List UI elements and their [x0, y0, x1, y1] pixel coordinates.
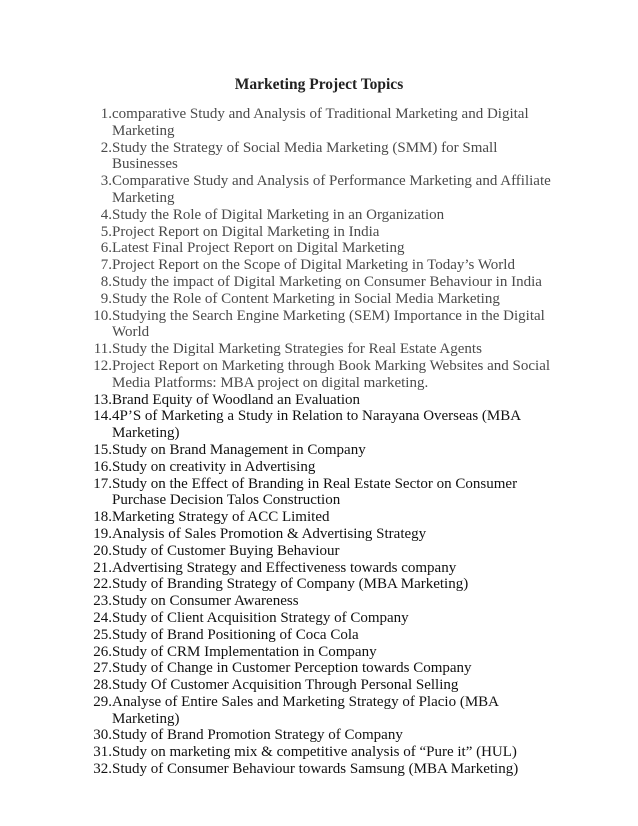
topic-text	[112, 291, 566, 308]
topic-number: 20.	[93, 542, 112, 559]
topic-number: 9.	[100, 290, 112, 307]
topic-item	[78, 459, 568, 476]
topic-number: 10.	[93, 307, 112, 324]
topic-item	[78, 744, 568, 761]
topic-number: 26.	[93, 643, 112, 660]
topic-item	[78, 392, 568, 409]
topic-text-line: Marketing Strategy of ACC Limited	[112, 509, 330, 526]
topic-text-line: Purchase Decision Talos Construction	[112, 492, 341, 509]
topic-text	[112, 358, 566, 392]
topic-text-line: Analysis of Sales Promotion & Advertising Strategy	[112, 525, 427, 542]
topic-item	[78, 593, 568, 610]
topic-number: 18.	[93, 509, 112, 526]
topic-text-line: Study of Change in Customer Perception towards Company	[112, 660, 472, 677]
topic-text-line: Studying the Search Engine Marketing (SEM) Importance in the Digital	[112, 307, 545, 324]
topic-text-line: Study of Branding Strategy of Company (MBA Marketing)	[112, 576, 469, 593]
topic-item	[78, 727, 568, 744]
topic-item	[78, 610, 568, 627]
topic-text	[112, 660, 566, 677]
topic-text-line: Study of Brand Promotion Strategy of Company	[112, 727, 403, 744]
topic-text-line: Study the Role of Digital Marketing in an Organization	[112, 206, 445, 223]
topic-text	[112, 526, 566, 543]
topic-number: 8.	[100, 273, 112, 290]
topic-text-line: Project Report on Marketing through Book Marking Websites and Social	[112, 357, 551, 374]
topic-number: 21.	[93, 559, 112, 576]
topic-text-line: Project Report on Digital Marketing in India	[112, 223, 380, 240]
topic-text	[112, 459, 566, 476]
topic-text	[112, 576, 566, 593]
topic-item	[78, 644, 568, 661]
topic-item	[78, 224, 568, 241]
topic-item	[78, 576, 568, 593]
topic-number: 1.	[100, 106, 112, 122]
topic-list	[78, 106, 568, 778]
topic-number: 3.	[100, 173, 112, 190]
topic-text	[112, 341, 566, 358]
topic-item	[78, 660, 568, 677]
topic-text	[112, 476, 566, 510]
topic-item	[78, 140, 568, 174]
topic-text	[112, 442, 566, 459]
topic-item	[78, 408, 568, 442]
topic-text-line: World	[112, 324, 150, 341]
topic-text-line: Study of Consumer Behaviour towards Samsung (MBA Marketing)	[112, 761, 519, 778]
topic-text-line: Advertising Strategy and Effectiveness towards company	[112, 559, 457, 576]
topic-text	[112, 257, 566, 274]
topic-text	[112, 207, 566, 224]
topic-text-line: comparative Study and Analysis of Traditional Marketing and Digital	[112, 106, 529, 122]
topic-item	[78, 543, 568, 560]
topic-number: 27.	[93, 660, 112, 677]
topic-number: 15.	[93, 441, 112, 458]
topic-text-line: Study of Brand Positioning of Coca Cola	[112, 626, 359, 643]
topic-item	[78, 509, 568, 526]
topic-item	[78, 291, 568, 308]
topic-text	[112, 560, 566, 577]
topic-text-line: Study on the Effect of Branding in Real Estate Sector on Consumer	[112, 475, 518, 492]
topic-text-line: Study of CRM Implementation in Company	[112, 643, 377, 660]
topic-item	[78, 106, 568, 140]
topic-text	[112, 509, 566, 526]
topic-text-line: Study of Client Acquisition Strategy of Company	[112, 609, 409, 626]
topic-item	[78, 761, 568, 778]
topic-text-line: Study the impact of Digital Marketing on Consumer Behaviour in India	[112, 273, 542, 290]
topic-number: 11.	[93, 341, 112, 358]
topic-number: 4.	[100, 206, 112, 223]
topic-text-line: Marketing	[112, 122, 175, 139]
topic-number: 23.	[93, 593, 112, 610]
page-title: Marketing Project Topics	[234, 76, 404, 93]
topic-item	[78, 442, 568, 459]
topic-text	[112, 727, 566, 744]
topic-number: 12.	[93, 357, 112, 374]
topic-number: 29.	[93, 693, 112, 710]
topic-text	[112, 173, 566, 207]
topic-item	[78, 207, 568, 224]
topic-item	[78, 677, 568, 694]
topic-item	[78, 526, 568, 543]
topic-text-line: Study the Role of Content Marketing in Social Media Marketing	[112, 290, 500, 307]
topic-text	[112, 408, 566, 442]
topic-text	[112, 308, 566, 342]
topic-text-line: Brand Equity of Woodland an Evaluation	[112, 391, 361, 408]
topic-number: 32.	[93, 761, 112, 778]
topic-item	[78, 274, 568, 291]
topic-text-line: Marketing	[112, 189, 175, 206]
topic-text	[112, 593, 566, 610]
topic-number: 6.	[100, 240, 112, 257]
topic-number: 19.	[93, 525, 112, 542]
topic-text-line: Marketing)	[112, 425, 180, 442]
topic-text-line: 4P’S of Marketing a Study in Relation to Narayana Overseas (MBA	[112, 408, 522, 425]
topic-text-line: Study Of Customer Acquisition Through Personal Selling	[112, 677, 459, 694]
topic-number: 17.	[93, 475, 112, 492]
topic-item	[78, 358, 568, 392]
topic-text	[112, 140, 566, 174]
topic-text	[112, 677, 566, 694]
topic-text-line: Analyse of Entire Sales and Marketing Strategy of Placio (MBA Marketing)	[112, 693, 499, 727]
topic-text	[112, 694, 566, 728]
topic-number: 13.	[93, 391, 112, 408]
topic-text-line: Project Report on the Scope of Digital Marketing in Today’s World	[112, 257, 515, 274]
topic-item	[78, 560, 568, 577]
topic-number: 5.	[100, 223, 112, 240]
topic-item	[78, 240, 568, 257]
topic-text	[112, 543, 566, 560]
topic-item	[78, 341, 568, 358]
topic-text-line: Study the Strategy of Social Media Marketing (SMM) for Small Businesses	[112, 139, 498, 173]
topic-text-line: Comparative Study and Analysis of Performance Marketing and Affiliate	[112, 173, 551, 190]
topic-item	[78, 476, 568, 510]
topic-number: 30.	[93, 727, 112, 744]
topic-item	[78, 694, 568, 728]
topic-number: 7.	[100, 257, 112, 274]
topic-text-line: Study of Customer Buying Behaviour	[112, 542, 340, 559]
topic-text-line: Study on marketing mix & competitive analysis of “Pure it” (HUL)	[112, 744, 517, 761]
topic-text	[112, 392, 566, 409]
topic-number: 16.	[93, 458, 112, 475]
topic-number: 14.	[93, 408, 112, 425]
topic-text-line: Study on Consumer Awareness	[112, 593, 299, 610]
topic-item	[78, 308, 568, 342]
topic-text	[112, 224, 566, 241]
topic-text	[112, 644, 566, 661]
topic-number: 25.	[93, 626, 112, 643]
topic-item	[78, 173, 568, 207]
topic-number: 28.	[93, 677, 112, 694]
topic-text	[112, 744, 566, 761]
topic-text-line: Study on creativity in Advertising	[112, 458, 316, 475]
topic-item	[78, 257, 568, 274]
topic-text	[112, 240, 566, 257]
topic-text-line: Study the Digital Marketing Strategies for Real Estate Agents	[112, 341, 482, 358]
topic-number: 2.	[100, 139, 112, 156]
topic-text-line: Study on Brand Management in Company	[112, 441, 366, 458]
topic-number: 22.	[93, 576, 112, 593]
topic-text	[112, 106, 566, 140]
topic-text-line: Media Platforms: MBA project on digital marketing.	[112, 374, 429, 391]
topic-text	[112, 274, 566, 291]
topic-text	[112, 610, 566, 627]
topic-item	[78, 627, 568, 644]
topic-text	[112, 761, 566, 778]
topic-text-line: Latest Final Project Report on Digital Marketing	[112, 240, 405, 257]
topic-number: 31.	[93, 744, 112, 761]
topic-number: 24.	[93, 609, 112, 626]
topic-text	[112, 627, 566, 644]
